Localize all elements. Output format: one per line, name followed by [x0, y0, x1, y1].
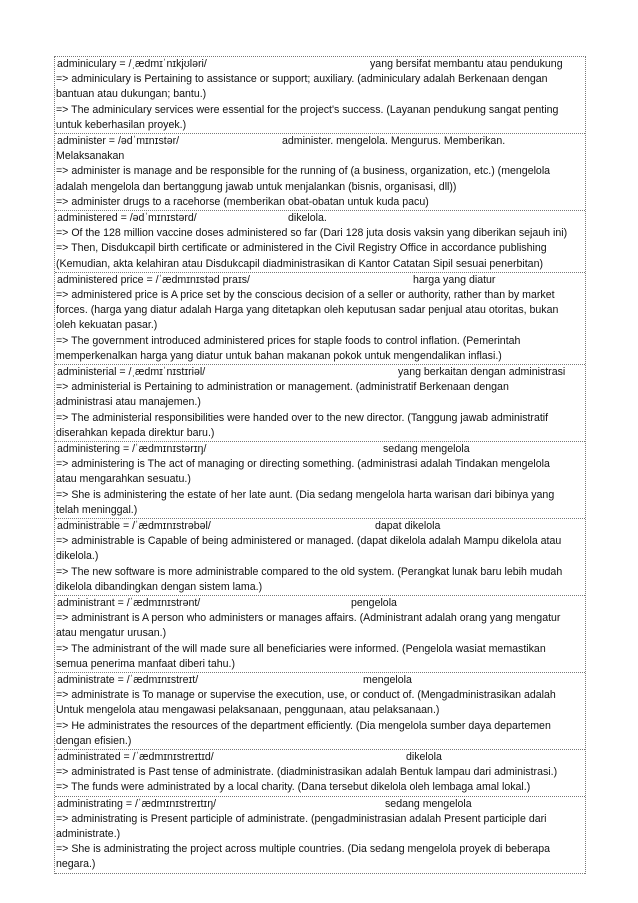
entry-line: => adminiculary is Pertaining to assistance or support; auxiliary. (adminiculary adalah Berkenaan dengan	[56, 73, 548, 86]
entry-header	[56, 134, 584, 149]
entry-line: => administering is The act of managing or directing something. (administrasi adalah Tindakan mengelola	[56, 458, 550, 471]
entry-term: administerial = /ˌædmɪˈnɪstɪriəl/	[57, 366, 206, 378]
glossary-entry	[55, 673, 585, 750]
entry-line: semua penerima manfaat diberi tahu.)	[56, 657, 236, 670]
entry-meaning: sedang mengelola	[383, 443, 470, 455]
entry-line: dikelola.)	[56, 550, 99, 563]
entry-line: => The new software is more administrable compared to the old system. (Perangkat lunak baru lebih mudah	[56, 565, 563, 578]
entry-line: => Then, Disdukcapil birth certificate or administered in the Civil Registry Office in accordance publishing	[56, 242, 547, 255]
entry-meaning: pengelola	[351, 597, 397, 609]
entry-term: administrating = /ˈædmɪnɪstreɪtɪŋ/	[57, 797, 217, 810]
entry-header	[56, 442, 584, 457]
glossary-entry	[55, 596, 585, 673]
entry-term: administrate = /ˈædmɪnɪstreɪt/	[57, 674, 199, 686]
glossary-entry	[55, 211, 585, 273]
glossary-document	[54, 56, 586, 874]
entry-line: => administrate is To manage or supervise the execution, use, or conduct of. (Mengadministrasikan adalah	[56, 689, 556, 702]
entry-meaning: dapat dikelola	[375, 520, 441, 532]
entry-line: dikelola dibandingkan dengan sistem lama.)	[56, 580, 263, 593]
glossary-entry	[55, 442, 585, 519]
entry-line: negara.)	[56, 858, 96, 871]
entry-header	[56, 673, 584, 688]
entry-term: administer = /ədˈmɪnɪstər/	[57, 135, 180, 147]
entry-term: adminiculary = /ˌædmɪˈnɪkjʊləri/	[57, 58, 207, 70]
entry-term: administrated = /ˈædmɪnɪstreɪtɪd/	[57, 751, 214, 763]
entry-line: => Of the 128 million vaccine doses administered so far (Dari 128 juta dosis vaksin yang diberikan sejauh ini)	[56, 227, 568, 240]
entry-line: => administer is manage and be responsible for the running of (a business, organization, etc.) (mengelola	[56, 165, 551, 178]
entry-line: => administrable is Capable of being administered or managed. (dapat dikelola adalah Mampu dikelola atau	[56, 535, 562, 548]
entry-line: diserahkan kepada direktur baru.)	[56, 426, 215, 439]
entry-line: memperkenalkan harga yang diatur untuk bahan makanan pokok untuk mengendalikan inflasi.)	[56, 349, 502, 362]
entry-header	[56, 596, 584, 611]
entry-line: => administerial is Pertaining to administration or management. (administratif Berkenaan dengan	[56, 381, 509, 394]
entry-header	[56, 750, 584, 765]
entry-line: Untuk mengelola atau mengawasi pelaksanaan, penggunaan, atau pelaksanaan.)	[56, 704, 440, 717]
entry-line: => The adminiculary services were essential for the project's success. (Layanan pendukung sangat penting	[56, 103, 559, 116]
entry-meaning: dikelola.	[288, 212, 327, 224]
entry-meaning: harga yang diatur	[413, 273, 496, 286]
glossary-entry	[55, 273, 585, 365]
entry-line: administrasi atau manajemen.)	[56, 396, 201, 409]
entry-meaning: yang berkaitan dengan administrasi	[398, 366, 566, 378]
entry-meaning: sedang mengelola	[385, 797, 472, 810]
entry-meaning: administer. mengelola. Mengurus. Memberikan.	[282, 135, 506, 147]
entry-line: untuk keberhasilan proyek.)	[56, 118, 187, 131]
entry-header	[56, 211, 584, 226]
glossary-entry	[55, 797, 585, 874]
glossary-entry	[55, 57, 585, 134]
entry-header	[56, 273, 584, 288]
entry-term: administered = /ədˈmɪnɪstərd/	[57, 212, 197, 224]
entry-header	[56, 797, 584, 812]
glossary-entry	[55, 365, 585, 442]
entry-line: forces. (harga yang diatur adalah Harga yang ditetapkan oleh keputusan sadar penjual atau otoritas, bukan	[56, 304, 559, 317]
entry-term: administered price = /ˈædmɪnɪstəd praɪs/	[57, 273, 250, 286]
entry-line: => She is administering the estate of her late aunt. (Dia sedang mengelola harta warisan dari bibinya yang	[56, 488, 555, 501]
entry-line: => administer drugs to a racehorse (memberikan obat-obatan untuk kuda pacu)	[56, 195, 429, 208]
entry-term: administering = /ˈædmɪnɪstərɪŋ/	[57, 443, 207, 455]
entry-line: Melaksanakan	[56, 150, 125, 163]
entry-term: administrant = /ˈædmɪnɪstrənt/	[57, 597, 201, 609]
entry-line: bantuan atau dukungan; bantu.)	[56, 88, 207, 101]
entry-line: => administrating is Present participle of administrate. (pengadministrasian adalah Present participle dari	[56, 812, 547, 825]
entry-header	[56, 519, 584, 534]
entry-line: dengan efisien.)	[56, 734, 132, 747]
entry-line: administrate.)	[56, 827, 121, 840]
entry-line: => administered price is A price set by the conscious decision of a seller or authority, rather than by market	[56, 288, 555, 301]
entry-meaning: dikelola	[406, 751, 442, 763]
glossary-entry	[55, 750, 585, 797]
entry-line: => The administrant of the will made sure all beneficiaries were informed. (Pengelola wasiat memastikan	[56, 642, 546, 655]
entry-line: (Kemudian, akta kelahiran atau Disdukcapil diadministrasikan di Kantor Catatan Sipil sesuai penerbitan)	[56, 257, 543, 270]
entry-line: => She is administrating the project across multiple countries. (Dia sedang mengelola proyek di beberapa	[56, 843, 551, 856]
entry-line: => administrant is A person who administers or manages affairs. (Administrant adalah orang yang mengatur	[56, 612, 561, 625]
entry-line: telah meninggal.)	[56, 503, 138, 516]
entry-meaning: yang bersifat membantu atau pendukung	[370, 58, 563, 70]
glossary-entry	[55, 519, 585, 596]
entry-line: oleh kekuatan pasar.)	[56, 319, 158, 332]
entry-line: => The administerial responsibilities were handed over to the new director. (Tanggung jawab administratif	[56, 411, 549, 424]
entry-line: atau mengarahkan sesuatu.)	[56, 473, 191, 486]
entry-line: => administrated is Past tense of administrate. (diadministrasikan adalah Bentuk lampau dari administrasi.)	[56, 766, 558, 779]
entry-line: adalah mengelola dan bertanggung jawab untuk menjalankan (bisnis, organisasi, dll))	[56, 180, 457, 193]
entry-line: => The funds were administrated by a local charity. (Dana tersebut dikelola oleh lembaga amal lokal.)	[56, 781, 531, 794]
entry-header	[56, 365, 584, 380]
entry-line: => He administrates the resources of the department efficiently. (Dia mengelola sumber daya departemen	[56, 719, 551, 732]
glossary-entry	[55, 134, 585, 211]
entry-meaning: mengelola	[363, 674, 412, 686]
entry-line: atau mengatur urusan.)	[56, 627, 167, 640]
entry-header	[56, 57, 584, 72]
entry-term: administrable = /ˈædmɪnɪstrəbəl/	[57, 520, 211, 532]
entry-line: => The government introduced administered prices for staple foods to control inflation. (Pemerintah	[56, 334, 521, 347]
